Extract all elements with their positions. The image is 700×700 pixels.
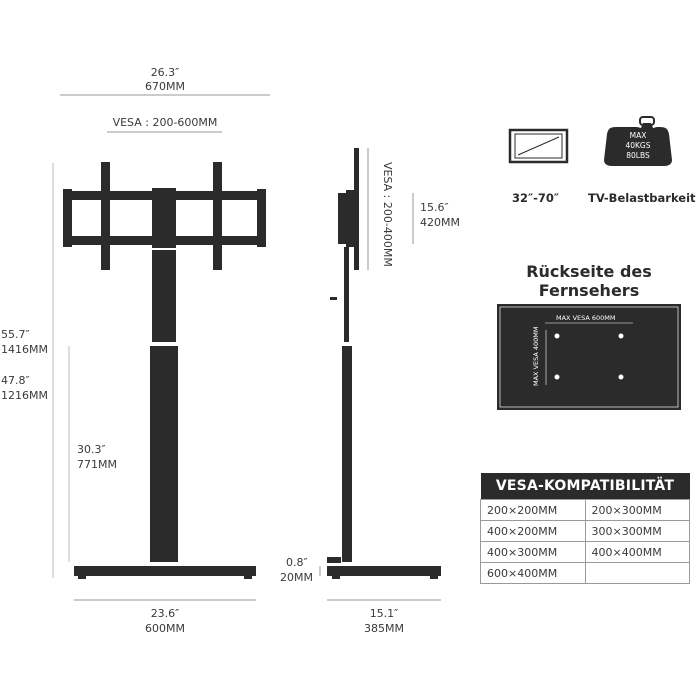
vesa-compatibility-table: [480, 473, 690, 584]
front-width-mm: 670MM: [145, 80, 185, 93]
table-cell: 600×400MM: [481, 563, 586, 584]
front-vesa-label: VESA : 200-600MM: [112, 116, 218, 129]
weight-kgs-label: 40KGS: [625, 141, 651, 150]
side-base: [327, 566, 441, 576]
vesa-hole-bottom-right: [619, 375, 624, 380]
tv-size-label: 32″-70″: [512, 191, 560, 205]
front-center-plate: [152, 188, 176, 248]
vesa-hole-top-left: [555, 334, 560, 339]
tv-back-heading: Rückseite des Fernsehers: [526, 262, 652, 300]
side-knob: [330, 297, 337, 300]
front-column-mm: 771MM: [77, 458, 117, 471]
tv-size-icon: [510, 130, 567, 162]
side-vesa-vertical-label: VESA : 200-400MM: [381, 162, 394, 267]
side-rear-foot: [327, 557, 341, 563]
table-cell: [585, 563, 690, 584]
side-bracket-in: 15.6″: [420, 201, 449, 214]
tv-back-max-vesa-vertical: MAX VESA 400MM: [532, 326, 540, 386]
side-column-upper: [344, 247, 349, 342]
front-foot-right: [244, 576, 252, 579]
load-capacity-label: TV-Belastbarkeit: [588, 191, 696, 205]
vesa-hole-bottom-left: [555, 375, 560, 380]
side-column-lower: [342, 346, 352, 562]
side-screen-panel: [354, 148, 359, 270]
table-row: [481, 563, 690, 584]
front-height-max-mm: 1416MM: [1, 343, 48, 356]
front-bracket-arm-right: [213, 162, 222, 270]
table-row: [481, 500, 690, 521]
front-base-mm: 600MM: [145, 622, 185, 635]
table-cell: 400×300MM: [481, 542, 586, 563]
side-foot-left: [332, 576, 340, 579]
tv-back-max-vesa-horizontal: MAX VESA 600MM: [556, 314, 616, 322]
table-cell: 200×200MM: [481, 500, 586, 521]
table-row: [481, 521, 690, 542]
front-base: [74, 566, 256, 576]
weight-max-label: MAX: [629, 131, 647, 140]
table-cell: 300×300MM: [585, 521, 690, 542]
table-row: [481, 542, 690, 563]
weight-lbs-label: 80LBS: [626, 151, 650, 160]
table-cell: 200×300MM: [585, 500, 690, 521]
front-width-in: 26.3″: [150, 66, 180, 79]
front-plate-right: [257, 189, 266, 247]
side-foot-right: [430, 576, 438, 579]
front-base-in: 23.6″: [150, 607, 180, 620]
side-bracket-mm: 420MM: [420, 216, 460, 229]
front-column-upper: [152, 250, 176, 342]
front-column-in: 30.3″: [77, 443, 106, 456]
front-height-min-in: 47.8″: [1, 374, 30, 387]
side-depth-in: 15.1″: [369, 607, 399, 620]
side-bracket: [346, 190, 354, 247]
side-bracket-inner: [338, 193, 346, 244]
side-base-height-mm: 20MM: [280, 571, 313, 584]
table-cell: 400×400MM: [585, 542, 690, 563]
side-depth-mm: 385MM: [364, 622, 404, 635]
vesa-hole-top-right: [619, 334, 624, 339]
front-foot-left: [78, 576, 86, 579]
vesa-table-title: VESA-KOMPATIBILITÄT: [481, 473, 690, 500]
side-base-height-in: 0.8″: [286, 556, 308, 569]
front-column-lower: [150, 346, 178, 562]
front-bracket-arm-left: [101, 162, 110, 270]
front-view: [53, 95, 270, 600]
table-cell: 400×200MM: [481, 521, 586, 542]
front-height-min-mm: 1216MM: [1, 389, 48, 402]
front-plate-left: [63, 189, 72, 247]
front-height-max-in: 55.7″: [1, 328, 30, 341]
